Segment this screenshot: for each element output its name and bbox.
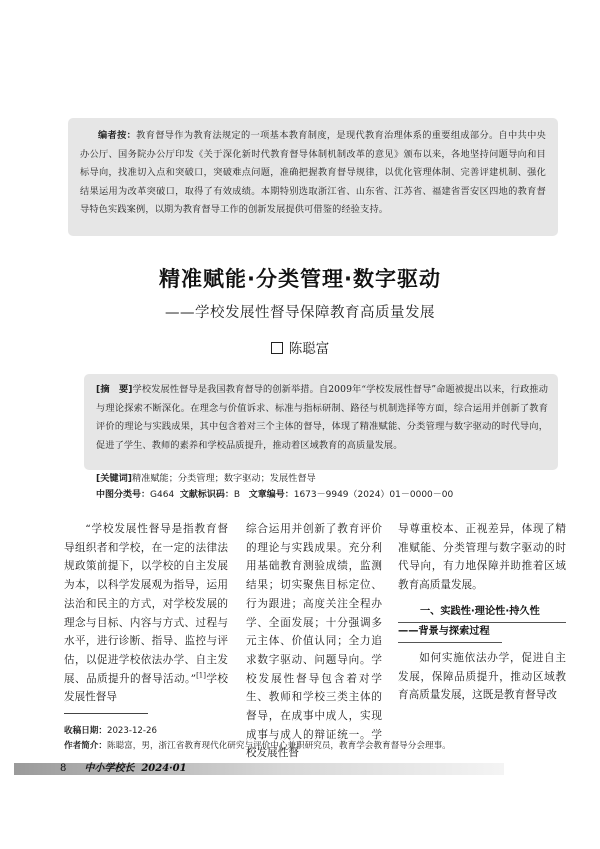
author-line xyxy=(0,337,600,357)
body-text-col1-tail: 学校发展性督导 xyxy=(64,672,228,704)
article-subtitle: ——学校发展性督导保障教育高质量发展 xyxy=(165,305,435,321)
article-number-value: 1673－9949（2024）01－0000－00 xyxy=(293,490,454,500)
footnote-author xyxy=(64,739,564,753)
body-column-3 xyxy=(398,520,566,705)
page-footer xyxy=(60,761,187,777)
body-text-col2: 综合运用并创新了教育评价的理论与实践成果。充分利用基础教育测验成绩，监测结果；切实聚焦目标定位、行为跟进；高度关注全程办学、全面发展；十分强调多元主体、价值认同；全力追求数字驱动、问题导向。学校发展性督导包含着对学生、教师和学校三类主体的督导，在成事中成人，实现成事与成人的辩证统一。学校发展性督 xyxy=(246,523,382,760)
doc-code-value: B xyxy=(233,490,241,500)
body-paragraph xyxy=(64,520,228,707)
article-title: 精准赋能·分类管理·数字驱动 xyxy=(159,267,441,291)
classification-line xyxy=(96,487,566,503)
author-box-icon xyxy=(271,342,283,354)
body-column-1 xyxy=(64,520,228,707)
section-heading-line2: ——背景与探索过程 xyxy=(398,623,502,643)
editor-note xyxy=(68,118,558,236)
author-bio-value: 陈聪富，男，浙江省教育现代化研究与评价中心兼职研究员，教育学会教育督导分会理事。 xyxy=(106,741,451,751)
abstract-label: [摘 要] xyxy=(96,384,133,395)
keywords xyxy=(96,471,556,487)
clc-value: G464 xyxy=(150,490,175,500)
article-number-label: 文章编号： xyxy=(248,490,294,500)
author-bio-label: 作者简介： xyxy=(64,741,107,751)
abstract xyxy=(84,374,558,470)
journal-issue: 2024·01 xyxy=(141,763,187,774)
received-value: 2023-12-26 xyxy=(106,726,157,736)
body-text-col3-p1: 导尊重校本、正视差异，体现了精准赋能、分类管理与数字驱动的时代导向，有力地保障并助推着区域教育高质量发展。 xyxy=(398,523,566,592)
citation-ref: [1] xyxy=(196,671,206,680)
keywords-label: [关键词] xyxy=(96,473,132,484)
journal-name: 中小学校长 xyxy=(84,763,135,774)
section-heading-line1: 一、实践性·理论性·持久性 xyxy=(398,603,566,623)
page-number: 8 xyxy=(60,763,67,774)
abstract-text: 学校发展性督导是我国教育督导的创新举措。自2009年“学校发展性督导”命题被提出以来，行政推动与理论探索不断深化。在理念与价值诉求、标准与指标研制、路径与机制选择等方面，综合运用并创新了教育评价的理论与实践成果，其中包含着对三个主体的督导，体现了精准赋能、分类管理与数字驱动的时代导向，促进了学生、教师的素养和学校品质提升，推动着区域教育的高质量发展。 xyxy=(96,384,548,451)
clc-label: 中图分类号： xyxy=(96,490,151,500)
footnote-divider xyxy=(64,713,148,714)
body-text-col3-p2: 如何实施依法办学，促进自主发展，保障品质提升，推动区域教育高质量发展，这既是教育督导改 xyxy=(398,651,566,702)
keywords-text: 精准赋能；分类管理；数字驱动；发展性督导 xyxy=(131,473,316,484)
body-text-col1: “学校发展性督导是指教育督导组织者和学校，在一定的法律法规政策前提下，以学校的自主发展为本，以科学发展观为指导，运用法治和民主的方式，对学校发展的理念与目标、内容与方式、过程与水平，进行诊断、指导、监控与评估，以促进学校依法办学、自主发展、品质提升的督导活动。” xyxy=(64,523,228,685)
received-label: 收稿日期： xyxy=(64,726,107,736)
editor-note-text: 教育督导作为教育法规定的一项基本教育制度，是现代教育治理体系的重要组成部分。自中共中央办公厅、国务院办公厅印发《关于深化新时代教育督导体制机制改革的意见》颁布以来，各地坚持问题导向和目标导向，找准切入点和突破口，突破难点问题，准确把握教育督导规律，以优化管理体制、完善评建机制、强化结果运用为改革突破口，取得了有效成绩。本期特别选取浙江省、山东省、江苏省、福建省晋安区四地的教育督导特色实践案例，以期为教育督导工作的创新发展提供可借鉴的经验支持。 xyxy=(80,130,546,215)
editor-note-label: 编者按： xyxy=(98,130,137,141)
doc-code-label: 文献标识码： xyxy=(179,490,234,500)
author-name: 陈聪富 xyxy=(288,341,330,357)
footnote-received xyxy=(64,724,564,738)
section-heading xyxy=(398,603,566,643)
